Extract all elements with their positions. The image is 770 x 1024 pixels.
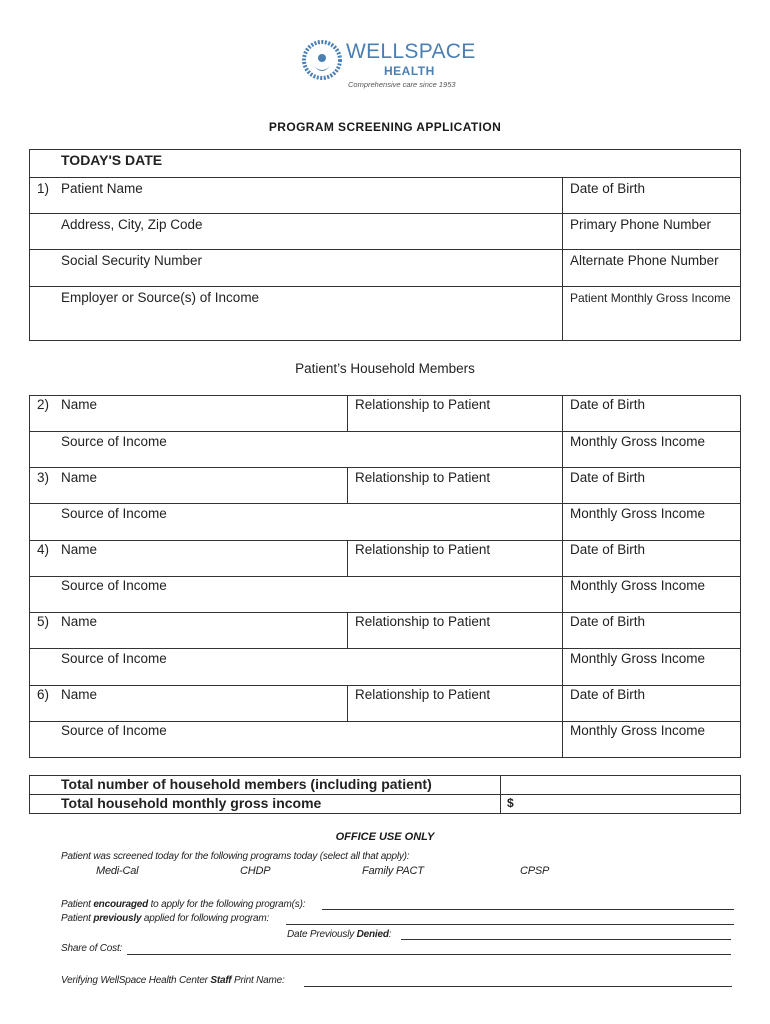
monthly-gross-income-field[interactable]: Patient Monthly Gross Income <box>570 291 731 305</box>
member-relationship-field[interactable]: Relationship to Patient <box>355 470 491 485</box>
office-use-title: OFFICE USE ONLY <box>335 831 435 843</box>
ssn-field[interactable]: Social Security Number <box>61 253 203 268</box>
alternate-phone-field[interactable]: Alternate Phone Number <box>570 253 719 268</box>
wellspace-emblem-icon <box>302 40 342 82</box>
member-number: 6) <box>37 687 50 702</box>
member-name-field[interactable]: Name <box>61 470 98 485</box>
encouraged-label: Patient encouraged to apply for the following program(s): <box>61 899 306 910</box>
date-of-birth-field[interactable]: Date of Birth <box>570 181 646 196</box>
member-monthly-field[interactable]: Monthly Gross Income <box>570 651 706 666</box>
verifying-staff-label: Verifying WellSpace Health Center Staff Print Name: <box>61 975 285 986</box>
member-relationship-field[interactable]: Relationship to Patient <box>355 614 491 629</box>
program-option-family-pact[interactable]: Family PACT <box>362 865 424 877</box>
todays-date-field[interactable]: TODAY'S DATE <box>61 152 163 168</box>
denied-date-input-line[interactable] <box>401 939 731 940</box>
logo-brand: WELLSPACE <box>346 40 476 63</box>
primary-phone-field[interactable]: Primary Phone Number <box>570 217 712 232</box>
address-field[interactable]: Address, City, Zip Code <box>61 217 203 232</box>
member-source-field[interactable]: Source of Income <box>61 723 167 738</box>
share-of-cost-input-line[interactable] <box>127 954 731 955</box>
member-source-field[interactable]: Source of Income <box>61 651 167 666</box>
member-name-field[interactable]: Name <box>61 397 98 412</box>
previously-input-line[interactable] <box>286 924 734 925</box>
patient-name-field[interactable]: Patient Name <box>61 181 143 196</box>
member-number: 5) <box>37 614 50 629</box>
member-dob-field[interactable]: Date of Birth <box>570 470 646 485</box>
total-members-label: Total number of household members (including patient) <box>61 776 432 792</box>
member-monthly-field[interactable]: Monthly Gross Income <box>570 723 706 738</box>
member-relationship-field[interactable]: Relationship to Patient <box>355 687 491 702</box>
member-dob-field[interactable]: Date of Birth <box>570 687 646 702</box>
member-name-field[interactable]: Name <box>61 687 98 702</box>
page-title: PROGRAM SCREENING APPLICATION <box>268 120 502 134</box>
denied-label: Date Previously Denied: <box>287 929 392 940</box>
member-monthly-field[interactable]: Monthly Gross Income <box>570 578 706 593</box>
row-number: 1) <box>37 181 50 196</box>
member-number: 2) <box>37 397 50 412</box>
member-monthly-field[interactable]: Monthly Gross Income <box>570 434 706 449</box>
member-relationship-field[interactable]: Relationship to Patient <box>355 542 491 557</box>
encouraged-input-line[interactable] <box>322 909 734 910</box>
share-of-cost-label: Share of Cost: <box>61 943 123 954</box>
member-name-field[interactable]: Name <box>61 542 98 557</box>
member-dob-field[interactable]: Date of Birth <box>570 542 646 557</box>
logo-brand-sub: HEALTH <box>384 64 435 78</box>
logo-tagline: Comprehensive care since 1953 <box>348 80 456 89</box>
program-option-cpsp[interactable]: CPSP <box>520 865 550 877</box>
member-dob-field[interactable]: Date of Birth <box>570 397 646 412</box>
program-option-chdp[interactable]: CHDP <box>240 865 271 877</box>
wellspace-logo <box>302 38 476 92</box>
member-number: 3) <box>37 470 50 485</box>
program-option-medi-cal[interactable]: Medi-Cal <box>96 865 139 877</box>
household-title: Patient’s Household Members <box>295 361 475 376</box>
employer-field[interactable]: Employer or Source(s) of Income <box>61 290 260 305</box>
currency-symbol: $ <box>507 796 514 810</box>
member-name-field[interactable]: Name <box>61 614 98 629</box>
member-source-field[interactable]: Source of Income <box>61 434 167 449</box>
screened-text: Patient was screened today for the following programs today (select all that apply): <box>61 851 410 862</box>
member-monthly-field[interactable]: Monthly Gross Income <box>570 506 706 521</box>
member-number: 4) <box>37 542 50 557</box>
previously-label: Patient previously applied for following program: <box>61 913 270 924</box>
member-source-field[interactable]: Source of Income <box>61 578 167 593</box>
staff-name-input-line[interactable] <box>304 986 732 987</box>
member-relationship-field[interactable]: Relationship to Patient <box>355 397 491 412</box>
member-source-field[interactable]: Source of Income <box>61 506 167 521</box>
member-dob-field[interactable]: Date of Birth <box>570 614 646 629</box>
total-income-label: Total household monthly gross income <box>61 795 322 811</box>
